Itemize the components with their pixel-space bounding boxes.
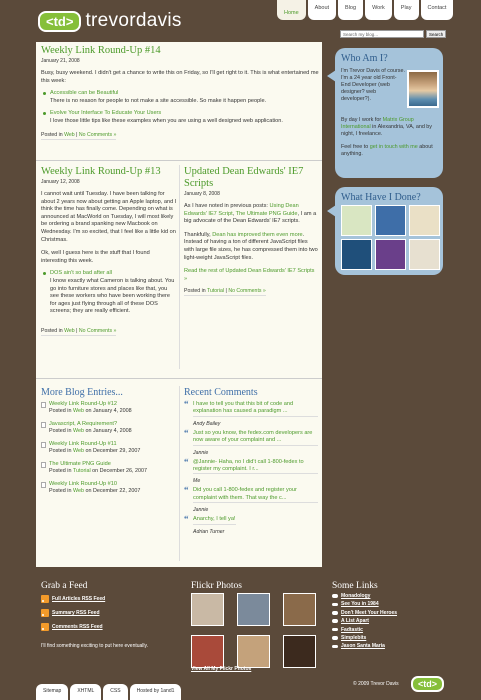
section-heading: More Blog Entries... bbox=[41, 387, 123, 398]
category-link[interactable]: Web bbox=[64, 327, 75, 334]
link-title[interactable]: Accessible can be Beautiful bbox=[50, 90, 119, 97]
work-thumbnail[interactable] bbox=[409, 239, 440, 270]
link-desc: I know exactly what Cameron is talking about. You go into furniture stores and places like that, you see these workers who have been working there for ages just flying through all of these DOS screens; they are really efficient. bbox=[50, 277, 175, 315]
post-title-link[interactable]: Weekly Link Round-Up #14 bbox=[41, 45, 161, 56]
post-meta: Posted in Web | No Comments » bbox=[41, 327, 117, 334]
site-logo[interactable] bbox=[38, 10, 182, 32]
about-details: By day I work for Matrix Group International in Alexandria, VA, and by night, I freelance. Feel free to get in touch with me about anything. bbox=[341, 117, 433, 157]
nav-contact[interactable]: Contact bbox=[421, 0, 454, 20]
list-item[interactable]: A List Apart bbox=[332, 618, 397, 624]
entry-title-link[interactable]: Javascript, A Requirement? bbox=[49, 421, 118, 427]
link-pill-icon bbox=[332, 611, 338, 615]
about-widget bbox=[335, 48, 443, 178]
list-item bbox=[41, 90, 319, 105]
document-icon bbox=[41, 422, 46, 428]
entry-meta: Posted in Web on January 4, 2008 bbox=[49, 408, 132, 414]
list-item bbox=[184, 456, 318, 485]
bullet-icon bbox=[43, 92, 46, 95]
document-icon bbox=[41, 442, 46, 448]
entry-title-link[interactable]: Weekly Link Round-Up #11 bbox=[49, 441, 117, 447]
logo-badge: <td> bbox=[38, 11, 81, 32]
read-more bbox=[184, 268, 318, 283]
search-button[interactable]: Search bbox=[426, 30, 446, 38]
pointer-arrow bbox=[327, 205, 336, 217]
quote-icon: “ bbox=[184, 456, 189, 467]
document-icon bbox=[41, 462, 46, 468]
link-pill-icon bbox=[332, 603, 338, 607]
link-pill-icon bbox=[332, 594, 338, 598]
post-meta: Posted in Tutorial | No Comments » bbox=[184, 288, 266, 295]
divider bbox=[36, 160, 322, 161]
post-date: January 21, 2008 bbox=[41, 58, 80, 64]
some-links-list bbox=[332, 593, 397, 652]
nav-play[interactable]: Play bbox=[394, 0, 419, 20]
post-paragraph: Thankfully, Dean has improved them even more. Instead of having a ton of different JavaScript files with large file sizes, he has compressed them into two light-weight JavaScript files. bbox=[184, 231, 318, 261]
post-intro: Busy, busy weekend. I didn't get a chance to write this on Friday, so I'll get right to it. This is what entertained me this week: bbox=[41, 70, 319, 84]
list-item bbox=[184, 401, 318, 427]
comment-author: Andy Bailey bbox=[193, 420, 221, 427]
link-pill-icon bbox=[332, 628, 338, 632]
category-link[interactable]: Web bbox=[72, 448, 84, 454]
link-pill-icon bbox=[332, 636, 338, 640]
inline-link[interactable]: The Ultimate PNG Guide bbox=[235, 210, 298, 217]
inline-link[interactable]: Using Dean Edwards' IE7 Script bbox=[184, 203, 299, 217]
flickr-photo[interactable] bbox=[191, 593, 224, 626]
comment-link[interactable]: @Jannie- Haha, no I did't call 1-800-fedex to register my complaint. I r... bbox=[193, 459, 318, 475]
link-pill-icon bbox=[332, 619, 338, 623]
more-blog-entries bbox=[41, 387, 177, 501]
column-divider bbox=[179, 386, 180, 561]
section-heading: Recent Comments bbox=[184, 387, 258, 398]
comment-link[interactable]: I have to tell you that this bit of code and explanation has caused a paradigm ... bbox=[193, 401, 318, 417]
post-date: January 8, 2008 bbox=[184, 191, 220, 197]
list-item[interactable]: See You in 1984 bbox=[332, 601, 397, 607]
tab-xhtml[interactable]: XHTML bbox=[70, 684, 101, 700]
comment-link[interactable]: Did you call 1-800-fedex and register your complaint with them. That way the c... bbox=[193, 487, 318, 503]
bullet-icon bbox=[43, 272, 46, 275]
link-title[interactable]: DOS ain't so bad after all bbox=[50, 270, 113, 277]
link-list bbox=[41, 270, 177, 316]
bullet-icon bbox=[43, 112, 46, 115]
comment-author: Jannie bbox=[193, 449, 209, 456]
feed-note: I'll find something exciting to put here eventually. bbox=[41, 643, 149, 649]
rss-icon bbox=[41, 595, 49, 603]
flickr-photo[interactable] bbox=[191, 635, 224, 668]
list-item[interactable]: Monadology bbox=[332, 593, 397, 599]
quote-icon: “ bbox=[184, 514, 189, 525]
widget-heading: Who Am I? bbox=[341, 53, 388, 64]
rss-icon bbox=[41, 609, 49, 617]
post-paragraph: Ok, well I guess here is the stuff that I found interesting this week. bbox=[41, 250, 150, 264]
main-nav bbox=[277, 0, 455, 20]
entry-meta: Posted in Web on December 29, 2007 bbox=[49, 448, 141, 454]
list-item[interactable]: Simplebits bbox=[332, 635, 397, 641]
read-more-link[interactable]: Read the rest of Updated Dean Edwards' IE7 Scripts » bbox=[184, 268, 315, 282]
nav-about[interactable]: About bbox=[308, 0, 336, 20]
post-title[interactable] bbox=[41, 166, 177, 178]
post-weekly-14 bbox=[41, 45, 319, 140]
tab-sitemap[interactable]: Sitemap bbox=[36, 684, 68, 700]
nav-home[interactable]: Home bbox=[277, 0, 306, 20]
flickr-photo[interactable] bbox=[283, 635, 316, 668]
employer-link[interactable]: Matrix Group International bbox=[341, 117, 414, 130]
comment-link[interactable]: Anarchy, I tell ya! bbox=[193, 516, 236, 524]
work-thumbnail[interactable] bbox=[341, 205, 372, 236]
document-icon bbox=[41, 482, 46, 488]
list-item bbox=[41, 401, 177, 415]
footer-heading: Flickr Photos bbox=[191, 581, 242, 591]
list-item bbox=[41, 441, 177, 455]
tab-hosting[interactable]: Hosted by 1and1 bbox=[130, 684, 182, 700]
quote-icon: “ bbox=[184, 485, 189, 496]
list-item bbox=[41, 481, 177, 495]
list-item[interactable]: Fadtastic bbox=[332, 627, 397, 633]
search-input[interactable] bbox=[340, 30, 424, 38]
comment-author: Jannie bbox=[193, 507, 209, 514]
main-content bbox=[36, 42, 322, 567]
category-link[interactable]: Web bbox=[72, 408, 84, 414]
comments-link[interactable]: No Comments » bbox=[78, 131, 117, 138]
search-form bbox=[340, 30, 446, 38]
comment-author: Me bbox=[193, 478, 201, 485]
post-paragraph: As I have noted in previous posts: Using Dean Edwards' IE7 Script, The Ultimate PNG Guide, I am a big advocate of the Dean Edwards' IE7 scripts. bbox=[184, 203, 317, 225]
site-header bbox=[0, 0, 481, 42]
comment-author: Adrian Turner bbox=[193, 528, 225, 535]
widget-heading: What Have I Done? bbox=[341, 192, 421, 203]
post-title[interactable] bbox=[41, 45, 319, 57]
nav-work[interactable]: Work bbox=[365, 0, 392, 20]
pointer-arrow bbox=[327, 70, 336, 82]
post-weekly-13 bbox=[41, 166, 177, 336]
document-icon bbox=[41, 402, 46, 408]
entry-title-link[interactable]: Weekly Link Round-Up #10 bbox=[49, 481, 117, 487]
divider bbox=[36, 378, 322, 379]
rss-feed-link[interactable]: Full Articles RSS Feed bbox=[41, 595, 105, 603]
post-ie7-scripts bbox=[184, 166, 318, 296]
work-thumbnail[interactable] bbox=[375, 205, 406, 236]
quote-icon: “ bbox=[184, 399, 189, 409]
inline-link[interactable]: Dean has improved them even more bbox=[212, 231, 303, 238]
recent-comments bbox=[184, 387, 318, 538]
comment-list bbox=[184, 401, 318, 535]
work-widget bbox=[335, 187, 443, 275]
work-thumbnail[interactable] bbox=[341, 239, 372, 270]
category-link[interactable]: Web bbox=[72, 428, 84, 434]
flickr-photo[interactable] bbox=[283, 593, 316, 626]
avatar bbox=[407, 70, 439, 108]
link-desc: I love those little tips like these examples when you are using a well designed web application. bbox=[50, 117, 283, 124]
work-thumbnail[interactable] bbox=[375, 239, 406, 270]
site-footer bbox=[0, 573, 481, 700]
about-intro: I'm Trevor Davis of course. I'm a 24 year old Front-End Developer (web designer? web developer?). bbox=[341, 68, 405, 102]
post-meta: Posted in Web | No Comments » bbox=[41, 131, 117, 138]
list-item bbox=[184, 427, 318, 456]
footer-heading: Grab a Feed bbox=[41, 581, 88, 591]
category-link[interactable]: Tutorial bbox=[72, 468, 91, 474]
quote-icon: “ bbox=[184, 427, 189, 438]
post-date: January 12, 2008 bbox=[41, 179, 80, 185]
link-title[interactable]: Evolve Your Interface To Educate Your Users bbox=[50, 110, 162, 117]
category-link[interactable]: Web bbox=[72, 488, 84, 494]
logo-name: trevordavis bbox=[85, 10, 182, 31]
rss-feed-link[interactable]: Comments RSS Feed bbox=[41, 623, 103, 631]
post-paragraph: I cannot wait until Tuesday. I have been talking for about 2 years now about getting an Apple laptop, and I think the time has finally come. Depending on what is announced at MacWorld on Tuesday, I will most likely be ordering a brand spanking new Macbook on Wednesday. I'm so excited, that I feel like a little kid on Christmas. bbox=[41, 191, 177, 243]
entry-meta: Posted in Tutorial on December 26, 2007 bbox=[49, 468, 148, 474]
footer-logo[interactable]: <td> bbox=[411, 676, 444, 692]
entry-title-link[interactable]: Weekly Link Round-Up #12 bbox=[49, 401, 117, 407]
flickr-photos bbox=[191, 593, 316, 668]
category-link[interactable]: Web bbox=[64, 131, 75, 138]
nav-blog[interactable]: Blog bbox=[338, 0, 363, 20]
list-item bbox=[41, 421, 177, 435]
entry-meta: Posted in Web on December 22, 2007 bbox=[49, 488, 141, 494]
post-title-link[interactable]: Updated Dean Edwards' IE7 Scripts bbox=[184, 166, 304, 189]
entry-list bbox=[41, 401, 177, 495]
comments-link[interactable]: No Comments » bbox=[78, 327, 117, 334]
footer-heading: Some Links bbox=[332, 581, 378, 591]
flickr-photo[interactable] bbox=[237, 635, 270, 668]
rss-feed-link[interactable]: Summary RSS Feed bbox=[41, 609, 100, 617]
list-item bbox=[41, 110, 319, 125]
tab-css[interactable]: CSS bbox=[103, 684, 127, 700]
category-link[interactable]: Tutorial bbox=[206, 288, 225, 295]
post-title-link[interactable]: Weekly Link Round-Up #13 bbox=[41, 166, 161, 177]
link-desc: There is no reason for people to not make a site accessible. So make it happen people. bbox=[50, 97, 267, 104]
post-title[interactable] bbox=[184, 166, 318, 190]
rss-icon bbox=[41, 623, 49, 631]
list-item bbox=[184, 516, 318, 534]
list-item bbox=[41, 461, 177, 475]
list-item[interactable]: Don't Meet Your Heroes bbox=[332, 610, 397, 616]
list-item[interactable]: Jason Santa Maria bbox=[332, 643, 397, 649]
work-thumbnails bbox=[341, 205, 440, 270]
comment-link[interactable]: Just so you know, the fedex.com developers are now aware of your complaint and ... bbox=[193, 430, 318, 446]
copyright: © 2009 Trevor Davis bbox=[353, 681, 399, 687]
list-item bbox=[184, 487, 318, 513]
entry-meta: Posted in Web on January 4, 2008 bbox=[49, 428, 132, 434]
list-item bbox=[41, 270, 177, 316]
contact-link[interactable]: get in touch with me bbox=[369, 144, 418, 150]
flickr-view-all-link[interactable]: View All My Flickr Photos bbox=[191, 666, 252, 672]
flickr-photo[interactable] bbox=[237, 593, 270, 626]
column-divider bbox=[179, 165, 180, 369]
link-pill-icon bbox=[332, 645, 338, 649]
entry-title-link[interactable]: The Ultimate PNG Guide bbox=[49, 461, 111, 467]
footer-tabs bbox=[36, 684, 183, 700]
work-thumbnail[interactable] bbox=[409, 205, 440, 236]
link-list bbox=[41, 90, 319, 125]
comments-link[interactable]: No Comments » bbox=[228, 288, 266, 295]
